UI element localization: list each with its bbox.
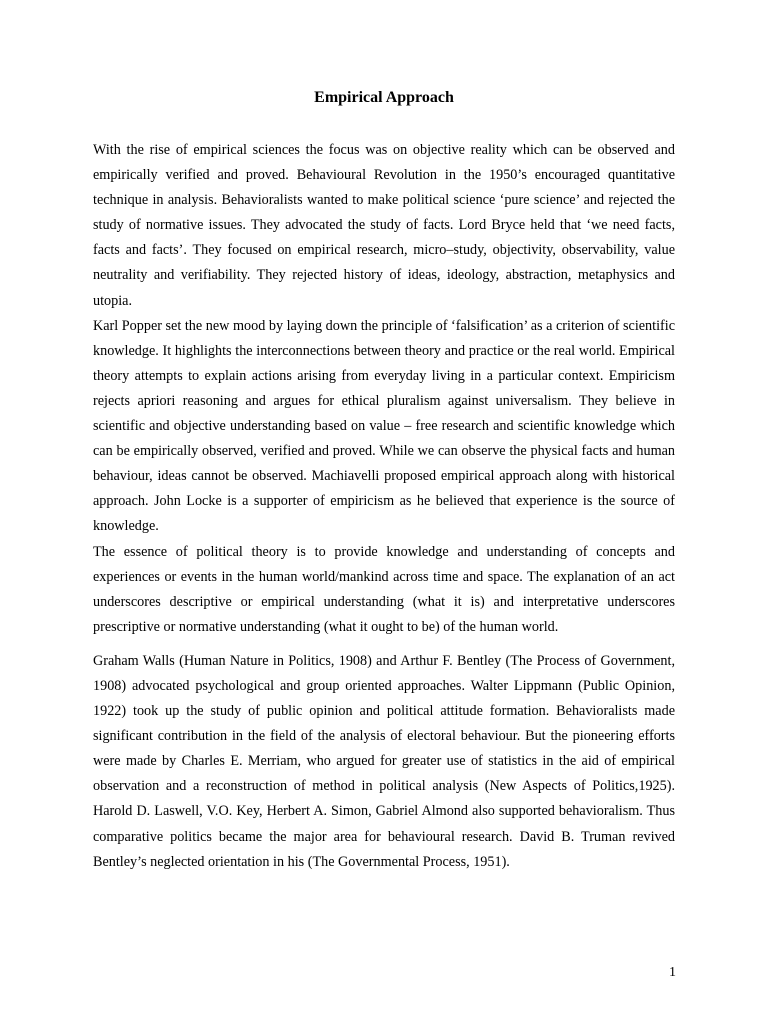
paragraph: The essence of political theory is to provide knowledge and understanding of concepts and experiences or events in the human world/mankind across time and space. The explanation of an act underscores descriptive or empirical understanding (what it is) and interpretative underscores prescriptive or normative understanding (what it ought to be) of the human world. — [93, 543, 675, 635]
paragraph: Graham Walls (Human Nature in Politics, 1908) and Arthur F. Bentley (The Process of Government, 1908) advocated psychological and group oriented approaches. Walter Lippmann (Public Opinion, 1922) took up the study of public opinion and political attitude formation. Behavioralists made significant contribution in the field of the analysis of electoral behaviour. But the pioneering efforts were made by Charles E. Merriam, who argued for greater use of statistics in the aid of empirical observation and a reconstruction of method in political analysis (New Aspects of Politics,1925). Harold D. Laswell, V.O. Key, Herbert A. Simon, Gabriel Almond also supported behavioralism. Thus comparative politics became the major area for behavioural research. David B. Truman revived Bentley’s neglected orientation in his (The Governmental Process, 1951). — [93, 652, 675, 870]
paragraph: With the rise of empirical sciences the focus was on objective reality which can be observed and empirically verified and proved. Behavioural Revolution in the 1950’s encouraged quantitative technique in analysis. Behavioralists wanted to make political science ‘pure science’ and rejected the study of normative issues. They advocated the study of facts. Lord Bryce held that ‘we need facts, facts and facts’. They focused on empirical research, micro–study, objectivity, observability, value neutrality and verifiability. They rejected history of ideas, ideology, abstraction, metaphysics and utopia. — [93, 142, 675, 309]
document-title: Empirical Approach — [314, 89, 454, 106]
paragraph: Karl Popper set the new mood by laying down the principle of ‘falsification’ as a criterion of scientific knowledge. It highlights the interconnections between theory and practice or the real world. Empirical theory attempts to explain actions arising from everyday living in a particular context. Empiricism rejects apriori reasoning and argues for ethical pluralism against universalism. They believe in scientific and objective understanding based on value – free research and scientific knowledge which can be empirically observed, verified and proved. While we can observe the physical facts and human behaviour, ideas cannot be observed. Machiavelli proposed empirical approach along with historical approach. John Locke is a supporter of empiricism as he believed that experience is the source of knowledge. — [93, 317, 675, 535]
document-body — [93, 138, 675, 875]
page-number: 1 — [669, 965, 676, 980]
